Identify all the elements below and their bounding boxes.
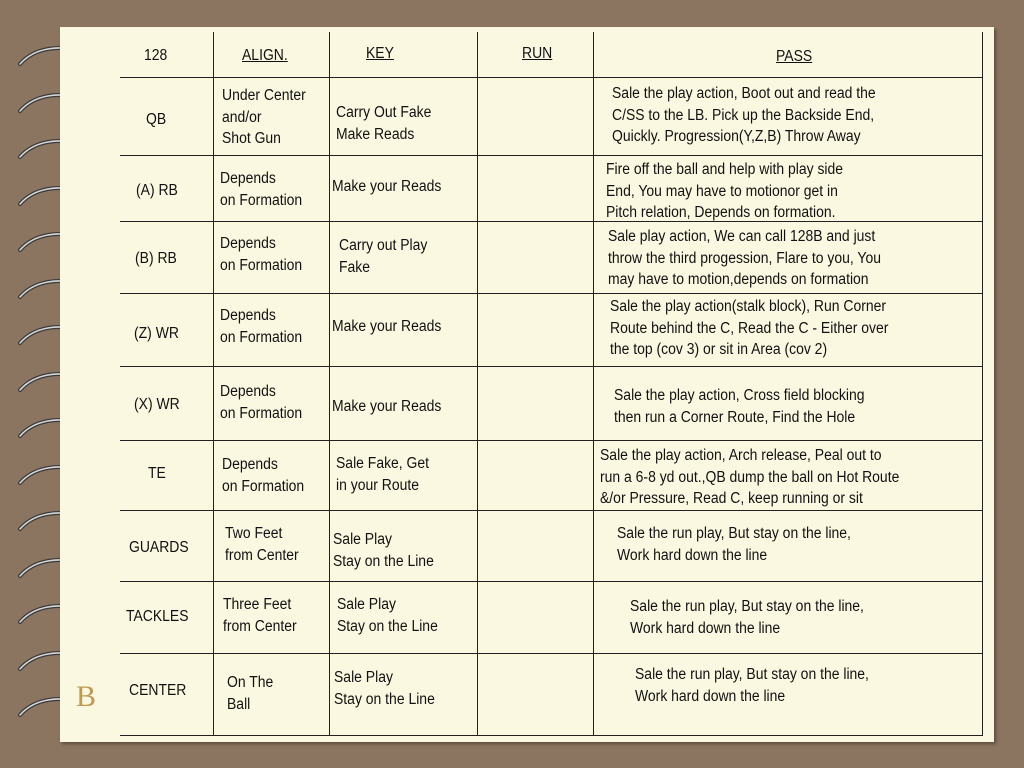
- pass-cell: Sale the run play, But stay on the line, Work hard down the line: [617, 525, 851, 564]
- align-cell: Depends on Formation: [222, 456, 305, 495]
- align-cell: Depends on Formation: [220, 235, 303, 274]
- row-rule: [120, 366, 982, 367]
- header-align: ALIGN.: [242, 47, 288, 64]
- column-rule: [477, 32, 478, 735]
- pass-cell: Sale the play action, Arch release, Peal out to run a 6-8 yd out.,QB dump the ball on Hot Route &/or Pressure, Read C, keep running or sit: [600, 447, 900, 507]
- play-table: [120, 32, 983, 736]
- position-label: TE: [148, 465, 166, 482]
- page-badge: B: [76, 680, 97, 713]
- pass-cell: Sale play action, We can call 128B and just throw the third progession, Flare to you, You may have to motion,depends on formation: [608, 228, 881, 288]
- position-label: CENTER: [129, 682, 187, 699]
- align-cell: Two Feet from Center: [225, 525, 299, 564]
- align-cell: Under Center and/or Shot Gun: [222, 87, 306, 147]
- pass-cell: Sale the play action, Cross field blocking then run a Corner Route, Find the Hole: [614, 387, 865, 426]
- position-label: (A) RB: [136, 182, 178, 199]
- align-cell: Depends on Formation: [220, 170, 303, 209]
- column-rule: [329, 32, 330, 735]
- row-rule: [120, 510, 982, 511]
- row-rule: [120, 440, 982, 441]
- row-rule: [120, 581, 982, 582]
- row-rule: [120, 77, 982, 78]
- pass-cell: Sale the play action(stalk block), Run Corner Route behind the C, Read the C - Either over the top (cov 3) or sit in Area (cov 2): [610, 298, 889, 358]
- pass-cell: Sale the run play, But stay on the line, Work hard down the line: [630, 598, 864, 637]
- key-cell: Make your Reads: [332, 178, 442, 195]
- key-cell: Make your Reads: [332, 318, 442, 335]
- position-label: GUARDS: [129, 539, 189, 556]
- row-rule: [120, 155, 982, 156]
- header-key: KEY: [366, 45, 394, 62]
- row-rule: [120, 293, 982, 294]
- align-cell: Depends on Formation: [220, 383, 303, 422]
- header-run: RUN: [522, 45, 553, 62]
- align-cell: On The Ball: [227, 674, 274, 713]
- position-label: (Z) WR: [134, 325, 179, 342]
- key-cell: Make your Reads: [332, 398, 442, 415]
- column-rule: [213, 32, 214, 735]
- position-label: (X) WR: [134, 396, 180, 413]
- key-cell: Sale Play Stay on the Line: [334, 669, 435, 708]
- pass-cell: Sale the run play, But stay on the line, Work hard down the line: [635, 666, 869, 705]
- align-cell: Three Feet from Center: [223, 596, 297, 635]
- position-label: (B) RB: [135, 250, 177, 267]
- header-pass: PASS: [776, 48, 813, 65]
- pass-cell: Sale the play action, Boot out and read the C/SS to the LB. Pick up the Backside End, Quickly. Progression(Y,Z,B) Throw Away: [612, 85, 876, 145]
- column-rule: [593, 32, 594, 735]
- align-cell: Depends on Formation: [220, 307, 303, 346]
- key-cell: Carry Out Fake Make Reads: [336, 104, 432, 143]
- key-cell: Sale Play Stay on the Line: [337, 596, 438, 635]
- row-rule: [120, 653, 982, 654]
- position-label: TACKLES: [126, 608, 189, 625]
- key-cell: Carry out Play Fake: [339, 237, 428, 276]
- header-play: 128: [144, 47, 168, 64]
- key-cell: Sale Fake, Get in your Route: [336, 455, 430, 494]
- pass-cell: Fire off the ball and help with play side End, You may have to motionor get in Pitch relation, Depends on formation.: [606, 161, 844, 221]
- position-label: QB: [146, 111, 167, 128]
- key-cell: Sale Play Stay on the Line: [333, 531, 434, 570]
- row-rule: [120, 221, 982, 222]
